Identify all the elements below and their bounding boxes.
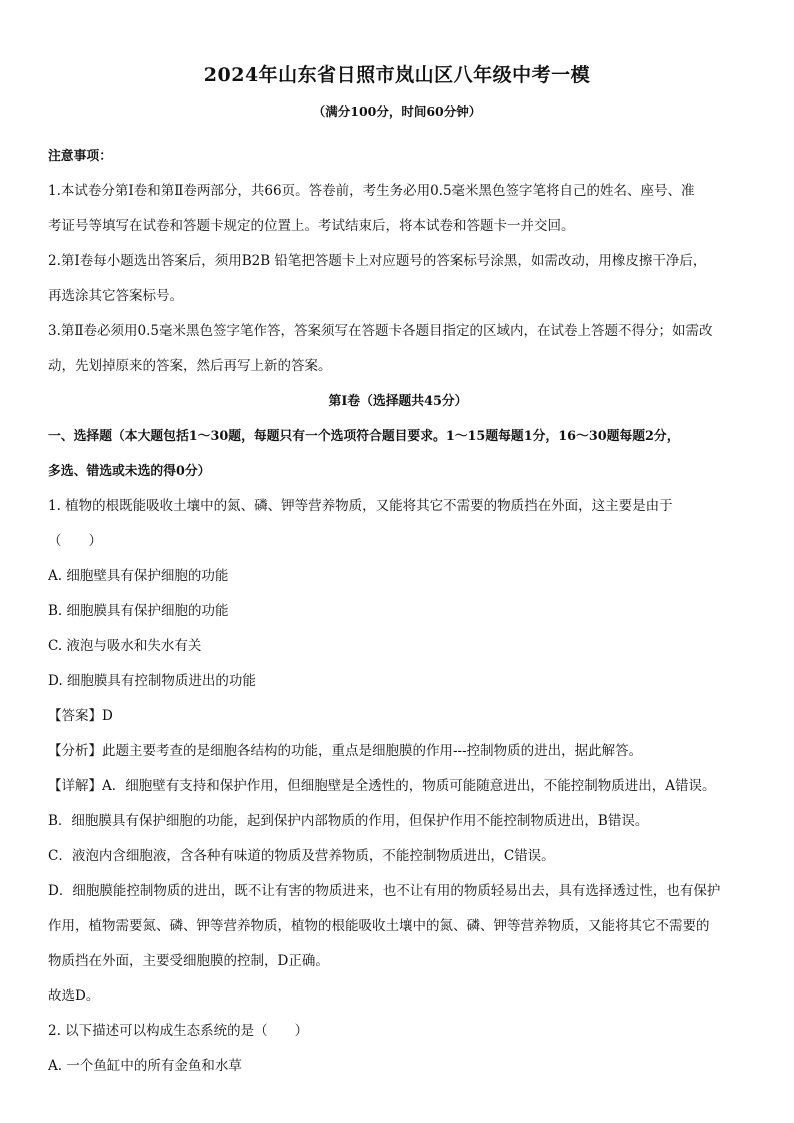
question-1-option-c: C. 液泡与吸水和失水有关 (48, 638, 202, 654)
question-1-analysis: 【分析】此题主要考查的是细胞各结构的功能，重点是细胞膜的作用---控制物质的进出，据此解答。 (48, 743, 643, 759)
notice-item-2-line-1: 2.第Ⅰ卷每小题选出答案后，须用B2B 铅笔把答题卡上对应题号的答案标号涂黑，如需改动，用橡皮擦干净后， (48, 253, 707, 269)
page-content (48, 139, 748, 1084)
notice-heading: 注意事项： (48, 149, 112, 164)
question-1-option-d: D. 细胞膜具有控制物质进出的功能 (48, 673, 256, 689)
page-subtitle: （满分100分，时间60分钟） (312, 104, 482, 119)
section-instructions-line-2: 多选、错选或未选的得0分） (48, 464, 211, 479)
question-1-detail-b: B．细胞膜具有保护细胞的功能，起到保护内部物质的作用，但保护作用不能控制物质进出，B错误。 (48, 813, 649, 829)
question-1-conclusion: 故选D。 (48, 988, 100, 1004)
question-1-option-a: A. 细胞壁具有保护细胞的功能 (48, 568, 229, 584)
question-1-option-b: B. 细胞膜具有保护细胞的功能 (48, 603, 229, 619)
notice-item-1-line-2: 考证号等填写在试卷和答题卡规定的位置上。考试结束后，将本试卷和答题卡一并交回。 (48, 218, 575, 234)
question-1-detail-d-line-1: D．细胞膜能控制物质的进出，既不让有害的物质进来，也不让有用的物质轻易出去，具有选择透过性，也有保护 (48, 883, 721, 899)
page-title: 2024年山东省日照市岚山区八年级中考一模 (203, 64, 591, 86)
question-1-detail-a: 【详解】A．细胞壁有支持和保护作用，但细胞壁是全透性的，物质可能随意进出，不能控制物质进出，A错误。 (48, 778, 716, 794)
notice-item-3-line-1: 3.第Ⅱ卷必须用0.5毫米黑色签字笔作答，答案须写在答题卡各题目指定的区域内，在试卷上答题不得分；如需改 (48, 323, 713, 339)
section-instructions-line-1: 一、选择题（本大题包括1～30题，每题只有一个选项符合题目要求。1～15题每题1分，16～30题每题2分， (48, 429, 680, 444)
question-1-detail-d-line-3: 物质挡在外面，主要受细胞膜的控制，D正确。 (48, 953, 329, 969)
question-2-stem: 2. 以下描述可以构成生态系统的是（ ） (48, 1023, 309, 1039)
notice-item-3-line-2: 动，先划掉原来的答案，然后再写上新的答案。 (48, 358, 332, 374)
section-title: 第Ⅰ卷（选择题共45分） (328, 394, 468, 409)
notice-item-1-line-1: 1.本试卷分第Ⅰ卷和第Ⅱ卷两部分，共66页。答卷前，考生务必用0.5毫米黑色签字笔将自己的姓名、座号、准 (48, 183, 695, 199)
question-2-option-a: A. 一个鱼缸中的所有金鱼和水草 (48, 1058, 242, 1074)
notice-item-2-line-2: 再选涂其它答案标号。 (48, 288, 183, 304)
question-1-detail-c: C．液泡内含细胞液，含各种有味道的物质及营养物质，不能控制物质进出，C错误。 (48, 848, 555, 864)
question-1-answer: 【答案】D (48, 708, 113, 724)
question-1-stem-line-2: （ ） (48, 533, 102, 549)
question-1-stem-line-1: 1. 植物的根既能吸收土壤中的氮、磷、钾等营养物质，又能将其它不需要的物质挡在外面，这主要是由于 (48, 498, 673, 514)
question-1-detail-d-line-2: 作用，植物需要氮、磷、钾等营养物质，植物的根能吸收土壤中的氮、磷、钾等营养物质，又能将其它不需要的 (48, 918, 710, 934)
